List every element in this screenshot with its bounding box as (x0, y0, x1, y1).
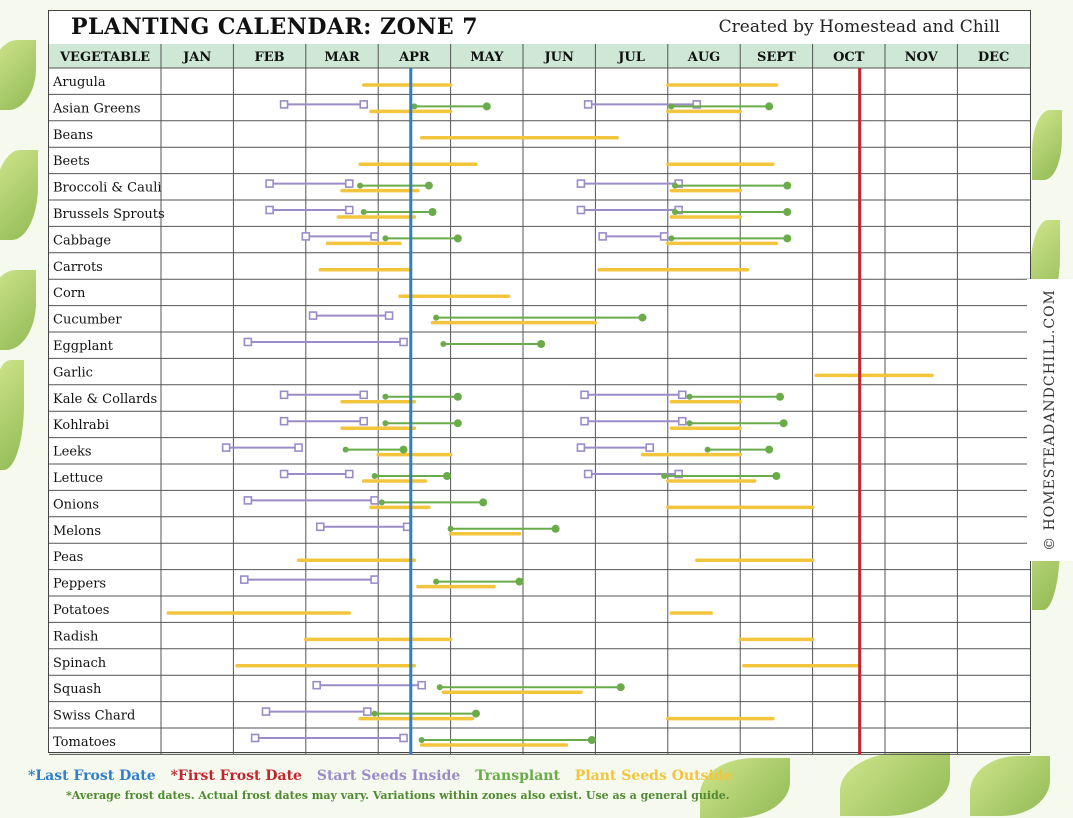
transplant-end-dot (617, 683, 625, 691)
planting-chart (49, 11, 1030, 752)
credit-text: Created by Homestead and Chill (718, 17, 1000, 37)
transplant-start-dot (372, 711, 378, 717)
vegetable-label: Melons (53, 523, 102, 539)
transplant-start-dot (343, 447, 349, 453)
transplant-start-dot (382, 235, 388, 241)
transplant-start-dot (661, 473, 667, 479)
transplant-start-dot (687, 394, 693, 400)
transplant-start-dot (705, 447, 711, 453)
start-inside-marker (313, 682, 320, 689)
transplant-end-dot (765, 446, 773, 454)
calendar-sheet (48, 10, 1058, 753)
vegetable-label: Leeks (53, 444, 92, 460)
start-inside-marker (346, 207, 353, 214)
vegetable-label: Beets (53, 154, 90, 170)
start-inside-marker (661, 233, 668, 240)
vegetable-label: Peas (53, 550, 84, 566)
transplant-end-dot (638, 314, 646, 322)
vegetable-label: Arugula (53, 75, 106, 90)
start-inside-marker (400, 339, 407, 346)
leaf-decoration (970, 756, 1050, 816)
leaf-decoration (840, 752, 950, 816)
vegetable-label: Squash (53, 682, 102, 698)
start-inside-marker (581, 391, 588, 398)
month-header: FEB (254, 50, 285, 65)
start-inside-marker (577, 180, 584, 187)
transplant-end-dot (454, 234, 462, 242)
transplant-end-dot (429, 208, 437, 216)
vegetable-label: Potatoes (53, 603, 110, 618)
month-header: JUL (618, 50, 645, 65)
transplant-start-dot (433, 315, 439, 321)
transplant-end-dot (454, 393, 462, 401)
vegetable-label: Radish (53, 629, 99, 645)
transplant-start-dot (361, 209, 367, 215)
start-inside-marker (360, 418, 367, 425)
start-inside-marker (281, 391, 288, 398)
month-header: MAY (470, 50, 504, 65)
start-inside-marker (281, 471, 288, 478)
month-header: SEPT (757, 50, 796, 65)
legend-plant-outside: Plant Seeds Outside (574, 768, 733, 784)
leaf-decoration (1032, 110, 1062, 180)
month-header: AUG (687, 50, 721, 65)
vegetable-label: Swiss Chard (53, 708, 136, 724)
transplant-start-dot (379, 499, 385, 505)
leaf-decoration (0, 360, 24, 470)
start-inside-marker (679, 418, 686, 425)
start-inside-marker (371, 497, 378, 504)
watermark-box (1027, 279, 1073, 561)
legend-start-inside: Start Seeds Inside (316, 768, 461, 784)
start-inside-marker (252, 735, 259, 742)
start-inside-marker (295, 444, 302, 451)
footnote: *Average frost dates. Actual frost dates may vary. Variations within zones also exist. Use as a general guide. (66, 789, 730, 802)
transplant-end-dot (479, 498, 487, 506)
vegetable-label: Lettuce (53, 471, 104, 486)
transplant-end-dot (400, 446, 408, 454)
start-inside-marker (585, 471, 592, 478)
start-inside-marker (317, 523, 324, 530)
start-inside-marker (266, 207, 273, 214)
transplant-start-dot (672, 183, 678, 189)
month-header: JAN (183, 50, 212, 65)
start-inside-marker (281, 101, 288, 108)
transplant-end-dot (783, 182, 791, 190)
vegetable-label: Carrots (53, 259, 103, 275)
leaf-decoration (0, 40, 36, 110)
start-inside-marker (364, 708, 371, 715)
start-inside-marker (577, 207, 584, 214)
start-inside-marker (346, 180, 353, 187)
start-inside-marker (346, 471, 353, 478)
start-inside-marker (418, 682, 425, 689)
transplant-end-dot (780, 419, 788, 427)
start-inside-marker (577, 444, 584, 451)
transplant-start-dot (419, 737, 425, 743)
watermark-text: © HOMESTEADANDCHILL.COM (1042, 289, 1058, 551)
transplant-end-dot (472, 710, 480, 718)
transplant-end-dot (537, 340, 545, 348)
transplant-end-dot (588, 736, 596, 744)
vegetable-label: Broccoli & Cauli (53, 180, 162, 196)
start-inside-marker (241, 576, 248, 583)
transplant-start-dot (357, 183, 363, 189)
transplant-start-dot (448, 526, 454, 532)
start-inside-marker (302, 233, 309, 240)
transplant-end-dot (783, 234, 791, 242)
start-inside-marker (310, 312, 317, 319)
transplant-end-dot (515, 578, 523, 586)
transplant-start-dot (668, 103, 674, 109)
legend-last-frost: *Last Frost Date (28, 768, 156, 784)
vegetable-label: Kohlrabi (53, 418, 110, 434)
transplant-start-dot (433, 579, 439, 585)
start-inside-marker (599, 233, 606, 240)
month-header: DEC (977, 50, 1010, 65)
vegetable-label: Beans (53, 127, 94, 143)
transplant-start-dot (672, 209, 678, 215)
transplant-start-dot (382, 394, 388, 400)
transplant-end-dot (443, 472, 451, 480)
transplant-end-dot (483, 102, 491, 110)
leaf-decoration (0, 270, 36, 350)
start-inside-marker (360, 391, 367, 398)
transplant-start-dot (668, 235, 674, 241)
vegetable-label: Brussels Sprouts (53, 207, 165, 222)
start-inside-marker (371, 576, 378, 583)
transplant-end-dot (765, 102, 773, 110)
vegetable-label: Corn (53, 286, 86, 302)
vegetable-label: Spinach (53, 655, 107, 671)
transplant-start-dot (411, 103, 417, 109)
start-inside-marker (244, 339, 251, 346)
start-inside-marker (281, 418, 288, 425)
legend (28, 768, 742, 784)
start-inside-marker (400, 735, 407, 742)
leaf-decoration (0, 150, 38, 240)
transplant-start-dot (372, 473, 378, 479)
vegetable-label: Cucumber (53, 312, 122, 328)
start-inside-marker (679, 391, 686, 398)
page-title: PLANTING CALENDAR: ZONE 7 (71, 14, 479, 40)
month-header: NOV (904, 50, 938, 65)
leaf-decoration (700, 758, 790, 818)
transplant-end-dot (783, 208, 791, 216)
start-inside-marker (360, 101, 367, 108)
vegetable-label: Eggplant (53, 339, 113, 354)
vegetable-label: Garlic (53, 365, 93, 381)
transplant-start-dot (437, 684, 443, 690)
vegetable-column-header: VEGETABLE (59, 50, 151, 65)
month-header: MAR (324, 50, 360, 65)
start-inside-marker (223, 444, 230, 451)
start-inside-marker (581, 418, 588, 425)
transplant-start-dot (440, 341, 446, 347)
transplant-end-dot (776, 393, 784, 401)
transplant-end-dot (772, 472, 780, 480)
start-inside-marker (386, 312, 393, 319)
start-inside-marker (646, 444, 653, 451)
transplant-end-dot (454, 419, 462, 427)
vegetable-label: Onions (53, 497, 100, 513)
vegetable-label: Peppers (53, 576, 107, 592)
start-inside-marker (371, 233, 378, 240)
transplant-end-dot (552, 525, 560, 533)
vegetable-label: Cabbage (53, 233, 112, 249)
vegetable-label: Kale & Collards (53, 391, 158, 407)
start-inside-marker (244, 497, 251, 504)
vegetable-label: Tomatoes (53, 735, 116, 750)
month-header: APR (399, 50, 430, 65)
transplant-start-dot (382, 420, 388, 426)
month-header: OCT (833, 50, 865, 65)
start-inside-marker (585, 101, 592, 108)
month-header: JUN (544, 50, 574, 65)
start-inside-marker (266, 180, 273, 187)
legend-first-frost: *First Frost Date (170, 768, 302, 784)
legend-transplant: Transplant (475, 768, 560, 784)
vegetable-label: Asian Greens (53, 101, 141, 117)
start-inside-marker (262, 708, 269, 715)
transplant-start-dot (687, 420, 693, 426)
transplant-end-dot (425, 182, 433, 190)
